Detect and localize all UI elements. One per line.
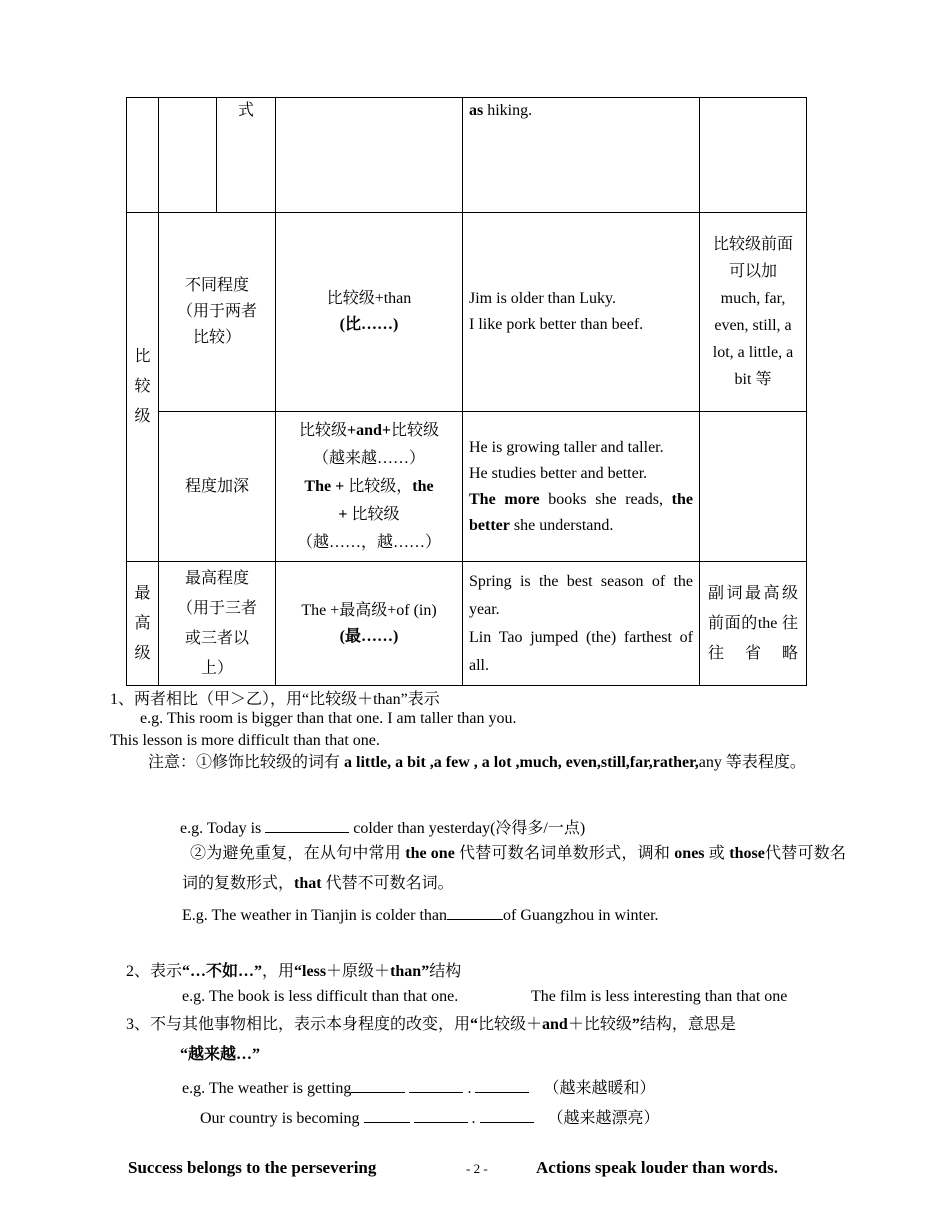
rule-1-heading: 1、两者相比（甲＞乙），用“比较级＋than”表示 (110, 691, 440, 708)
footer-right-motto: Actions speak louder than words. (536, 1158, 778, 1177)
example-today: e.g. Today is colder than yesterday(冷得多/一点) (180, 815, 585, 838)
note-superlative: 副词最高级前面的the 往往省略 (700, 562, 807, 686)
note-modifiers: 比较级前面可以加much, far, even, still, a lot, a little, a bit 等 (700, 213, 807, 412)
blank-3[interactable] (475, 1077, 529, 1093)
structure-superlative: The +最高级+of (in) (最……) (276, 562, 463, 686)
group-superlative: 最高级 (127, 562, 159, 686)
example-comparative: Jim is older than Luky. I like pork better than beef. (463, 213, 700, 412)
cell-r2-c6 (700, 412, 807, 562)
cell-r0-c3: 式 (217, 98, 276, 213)
grammar-table (126, 97, 806, 685)
rule-3-heading: 3、不与其他事物相比，表示本身程度的改变，用“比较级＋and＋比较级”结构，意思是 “越来越…” (126, 1016, 736, 1063)
cell-r0-c4 (276, 98, 463, 213)
note-1: 注意：①修饰比较级的词有 a little, a bit ,a few , a lot ,much, even,still,far,rather,any 等表程度。 (148, 754, 806, 771)
blank-5[interactable] (414, 1107, 468, 1123)
blank-weather[interactable] (447, 904, 503, 920)
blank-1[interactable] (351, 1077, 405, 1093)
level-highest-degree: 最高程度（用于三者或三者以上） (159, 562, 276, 686)
rule-2-example-1: e.g. The book is less difficult than that one. (182, 988, 459, 1005)
cell-r0-c2 (159, 98, 217, 213)
footer-left-motto: Success belongs to the persevering (128, 1158, 377, 1177)
blank-6[interactable] (480, 1107, 534, 1123)
note-2: ②为避免重复，在从句中常用 the one 代替可数名词单数形式，调和 ones 或 those代替可数名词的复数形式，that 代替不可数名词。 (182, 845, 846, 892)
blank-today[interactable] (265, 817, 349, 833)
structure-comparative-than: 比较级+than (比……) (276, 213, 463, 412)
blank-2[interactable] (409, 1077, 463, 1093)
rule-2-example-2: The film is less interesting than that one (531, 988, 788, 1005)
rule-3-example-2: Our country is becoming . （越来越漂亮） (200, 1105, 660, 1128)
level-different-degree: 不同程度（用于两者比较） (159, 213, 276, 412)
example-deepening: He is growing taller and taller. He studies better and better. The more books she reads, the better she understand. (463, 412, 700, 562)
cell-r0-c1 (127, 98, 159, 213)
example-weather: E.g. The weather in Tianjin is colder than of Guangzhou in winter. (182, 904, 659, 925)
level-deepening: 程度加深 (159, 412, 276, 562)
rule-3-example-1: e.g. The weather is getting . （越来越暖和） (182, 1075, 655, 1098)
structure-deepening: 比较级+and+比较级 （越来越……） The + 比较级，the + 比较级 （越……，越……） (276, 412, 463, 562)
page-number: - 2 - (466, 1161, 488, 1176)
cell-r0-c5: as hiking. (463, 98, 700, 213)
example-superlative: Spring is the best season of the year. Lin Tao jumped (the) farthest of all. (463, 562, 700, 686)
rule-2-heading: 2、表示“…不如…”，用“less＋原级＋than”结构 (126, 963, 462, 980)
blank-4[interactable] (364, 1107, 410, 1123)
group-comparative: 比较级 (127, 213, 159, 562)
rule-1-example: e.g. This room is bigger than that one. I am taller than you. (140, 710, 517, 727)
rule-1-example-2: This lesson is more difficult than that one. (110, 732, 380, 749)
cell-r0-c6 (700, 98, 807, 213)
